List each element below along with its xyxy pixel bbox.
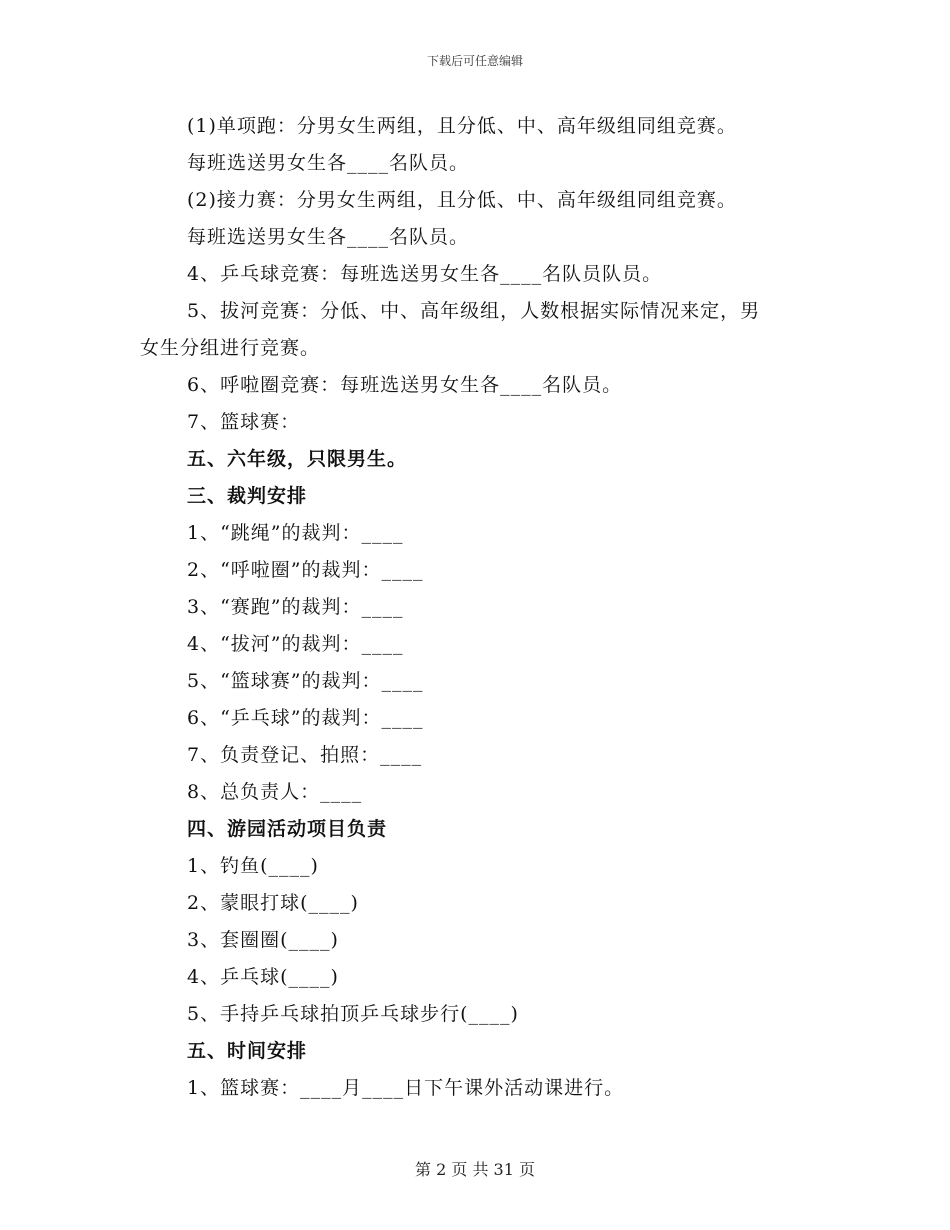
text-line: (2)接力赛：分男女生两组，且分低、中、高年级组同组竞赛。	[187, 189, 737, 211]
text-line: 每班选送男女生各____名队员。	[187, 152, 470, 174]
page-header: 下载后可任意编辑	[426, 54, 523, 68]
text-line: 7、篮球赛：	[187, 411, 301, 433]
section-heading: 五、六年级，只限男生。	[187, 448, 408, 470]
text-line: 2、蒙眼打球(____)	[187, 892, 359, 914]
text-line: 8、总负责人：____	[187, 781, 363, 803]
section-heading: 四、游园活动项目负责	[187, 818, 388, 840]
section-heading: 三、裁判安排	[187, 485, 308, 507]
document-body	[140, 108, 820, 1107]
text-line: 2、“呼啦圈”的裁判：____	[187, 559, 424, 581]
section-heading: 五、时间安排	[187, 1040, 308, 1062]
text-line: 3、“赛跑”的裁判：____	[187, 596, 404, 618]
page-footer: 第 2 页 共 31 页	[415, 1160, 535, 1179]
text-line: 1、篮球赛：____月____日下午课外活动课进行。	[187, 1077, 625, 1099]
text-line: 1、“跳绳”的裁判：____	[187, 522, 404, 544]
text-line: 1、钓鱼(____)	[187, 855, 319, 877]
text-line: (1)单项跑：分男女生两组，且分低、中、高年级组同组竞赛。	[187, 115, 737, 137]
text-line: 3、套圈圈(____)	[187, 929, 339, 951]
text-line: 4、“拔河”的裁判：____	[187, 633, 404, 655]
text-line: 女生分组进行竞赛。	[140, 337, 321, 359]
text-line: 5、拔河竞赛：分低、中、高年级组，人数根据实际情况来定，男	[187, 300, 761, 322]
text-line: 7、负责登记、拍照：____	[187, 744, 423, 766]
text-line: 4、乒乓球(____)	[187, 966, 339, 988]
text-line: 每班选送男女生各____名队员。	[187, 226, 470, 248]
text-line: 4、乒乓球竞赛：每班选送男女生各____名队员队员。	[187, 263, 663, 285]
text-line: 6、呼啦圈竞赛：每班选送男女生各____名队员。	[187, 374, 623, 396]
text-line: 5、手持乒乓球拍顶乒乓球步行(____)	[187, 1003, 519, 1025]
text-line: 5、“篮球赛”的裁判：____	[187, 670, 424, 692]
text-line: 6、“乒乓球”的裁判：____	[187, 707, 424, 729]
